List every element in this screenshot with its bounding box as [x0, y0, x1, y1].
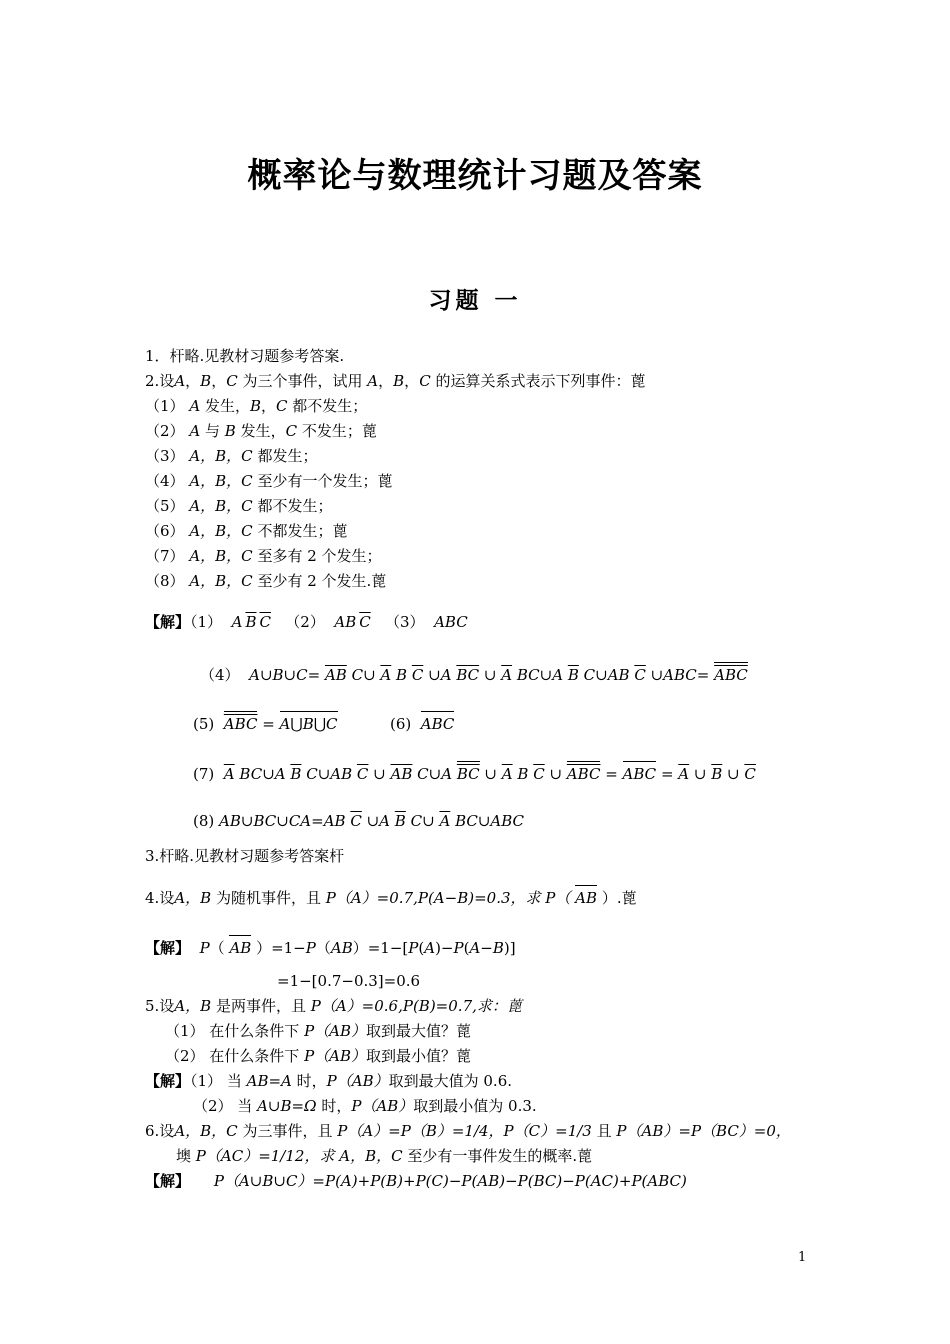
- solution-2-part-5-6: (5) $\overline{A}\overline{B}\overline{C}$ = A⋃B⋃C (6) ABC: [193, 711, 454, 734]
- solution-2-part-8: (8) AB∪BC∪CA=AB $\overline{C}$ ∪A $\overline{B}$ C∪ $\overline{A}$ BC∪ABC: [193, 812, 525, 830]
- page-number: 1: [798, 1250, 807, 1265]
- solution-5-line-2: （2） 当 A∪B=Ω 时，P（AB）取到最小值为 0.3.: [193, 1097, 537, 1115]
- question-1: 1．杆略.见教材习题参考答案.: [145, 347, 345, 365]
- question-2-item-3: （3） A，B，C 都发生；: [145, 447, 318, 465]
- question-2-item-1: （1） A 发生，B，C 都不发生；: [145, 397, 368, 415]
- solution-2-part-1-3: 【解】（1） A $\overline{B}$ $\overline{C}$ （2） AB $\overline{C}$ （3） ABC: [145, 613, 468, 631]
- solution-2-part-7: (7) $\overline{A}$ BC∪A $\overline{B}$ C∪AB $\overline{C}$ ∪ $\overline{A}\overline{B}$ C∪A $\overline{B}\overline{C}$ ∪ $\overline{A}$ B $\overline{C}$ ∪ $\overline{A}\overline{B}\overline{C}$ = ABC = $\overline{A}$ ∪ $\overline{B}$ ∪ $\overline{C}$: [193, 761, 756, 784]
- question-5-sub-2: （2） 在什么条件下 P（AB）取到最小值？蓖: [165, 1047, 472, 1065]
- question-5-sub-1: （1） 在什么条件下 P（AB）取到最大值？蓖: [165, 1022, 472, 1040]
- document-title: 概率论与数理统计习题及答案: [247, 156, 703, 196]
- question-2-item-2: （2） A 与 B 发生，C 不发生；蓖: [145, 422, 377, 440]
- solution-6: 【解】 P（A∪B∪C）=P(A)+P(B)+P(C)−P(AB)−P(BC)−P(AC)+P(ABC): [145, 1172, 687, 1190]
- question-2-item-8: （8） A，B，C 至少有 2 个发生.蓖: [145, 572, 387, 590]
- section-title: 习题 一: [428, 288, 522, 314]
- question-3: 3.杆略.见教材习题参考答案杆: [145, 847, 345, 865]
- question-5: 5.设A，B 是两事件，且 P（A）=0.6,P(B)=0.7,求：蓖: [145, 997, 522, 1015]
- solution-4-line-2: =1−[0.7−0.3]=0.6: [277, 972, 421, 990]
- solution-5-line-1: 【解】（1） 当 AB=A 时，P（AB）取到最大值为 0.6.: [145, 1072, 513, 1090]
- question-2-item-5: （5） A，B，C 都不发生；: [145, 497, 333, 515]
- question-6-line-2: 墺 P（AC）=1/12，求 A，B，C 至少有一事件发生的概率.蓖: [176, 1147, 593, 1165]
- question-2-item-4: （4） A，B，C 至少有一个发生；蓖: [145, 472, 393, 490]
- question-6-line-1: 6.设A，B，C 为三事件，且 P（A）=P（B）=1/4，P（C）=1/3 且 P（AB）=P（BC）=0，: [145, 1122, 791, 1140]
- question-4: 4.设A，B 为随机事件，且 P（A）=0.7,P(A−B)=0.3，求 P（ AB ）.蓖: [145, 885, 637, 908]
- solution-4-line-1: 【解】 P（ AB ）=1−P（AB）=1−[P(A)−P(A−B)]: [145, 935, 516, 958]
- question-2-item-7: （7） A，B，C 至多有 2 个发生；: [145, 547, 382, 565]
- question-2: 2.设A，B，C 为三个事件，试用 A，B，C 的运算关系式表示下列事件：蓖: [145, 372, 646, 390]
- question-2-item-6: （6） A，B，C 不都发生；蓖: [145, 522, 348, 540]
- solution-2-part-4: （4） A∪B∪C= $\overline{AB}$ C∪ $\overline{A}$ B $\overline{C}$ ∪A $\overline{B}\overline{C}$ ∪ $\overline{A}$ BC∪A $\overline{B}$ C∪AB $\overline{C}$ ∪ABC= $\overline{A}\overline{B}\overline{C}$: [200, 662, 748, 685]
